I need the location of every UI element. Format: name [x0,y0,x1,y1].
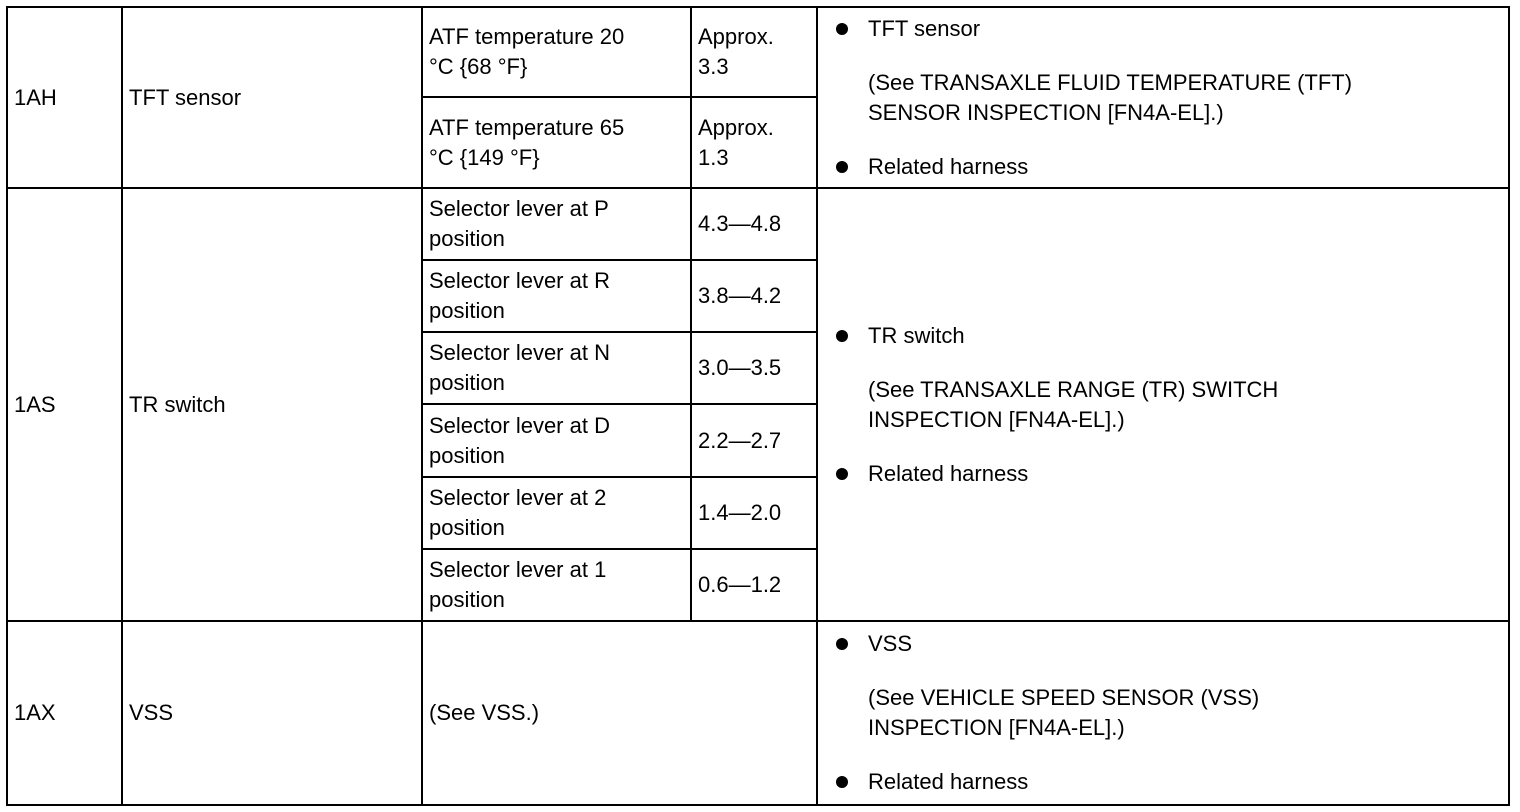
list-item: Related harness [868,152,1502,182]
component-cell: VSS [122,621,422,805]
inspection-notes-cell [817,621,1509,805]
reference-link[interactable]: (See VEHICLE SPEED SENSOR (VSS) INSPECTION [FN4A-EL].) [868,685,1260,740]
inspection-notes [824,629,1502,797]
inspection-notes [824,321,1502,489]
component-cell: TR switch [122,188,422,621]
list-item: VSS [868,629,1502,659]
voltage-cell: 1.4—2.0 [691,477,817,549]
condition-cell: Selector lever at N position [422,332,691,404]
condition-cell: Selector lever at 2 position [422,477,691,549]
reference-link[interactable]: (See TRANSAXLE RANGE (TR) SWITCH INSPECTION [FN4A-EL].) [868,376,1279,432]
measurement-reference-cell: (See VSS.) [422,621,817,805]
voltage-cell: 0.6—1.2 [691,549,817,621]
condition-cell: ATF temperature 20 °C {68 °F} [422,7,691,97]
condition-cell: Selector lever at P position [422,188,691,260]
inspection-notes-cell [817,7,1509,188]
inspection-notes-cell [817,188,1509,621]
voltage-cell: Approx. 3.3 [691,7,817,97]
terminal-voltage-table [6,6,1510,806]
voltage-cell: 3.0—3.5 [691,332,817,404]
voltage-cell: Approx. 1.3 [691,97,817,188]
reference-link[interactable]: (See TRANSAXLE FLUID TEMPERATURE (TFT) SENSOR INSPECTION [FN4A-EL].) [868,69,1353,125]
inspection-notes [824,14,1502,182]
terminal-cell: 1AS [7,188,122,621]
voltage-cell: 4.3—4.8 [691,188,817,260]
condition-cell: Selector lever at R position [422,260,691,332]
terminal-cell: 1AH [7,7,122,188]
list-item: Related harness [868,767,1502,797]
terminal-cell: 1AX [7,621,122,805]
table-row [7,621,1509,805]
table-row [7,188,1509,260]
condition-cell: ATF temperature 65 °C {149 °F} [422,97,691,188]
condition-cell: Selector lever at D position [422,404,691,477]
list-item: TR switch [868,321,1502,351]
list-item: TFT sensor [868,14,1502,44]
list-item: Related harness [868,459,1502,489]
condition-cell: Selector lever at 1 position [422,549,691,621]
voltage-cell: 3.8—4.2 [691,260,817,332]
table-row [7,7,1509,97]
voltage-cell: 2.2—2.7 [691,404,817,477]
component-cell: TFT sensor [122,7,422,188]
